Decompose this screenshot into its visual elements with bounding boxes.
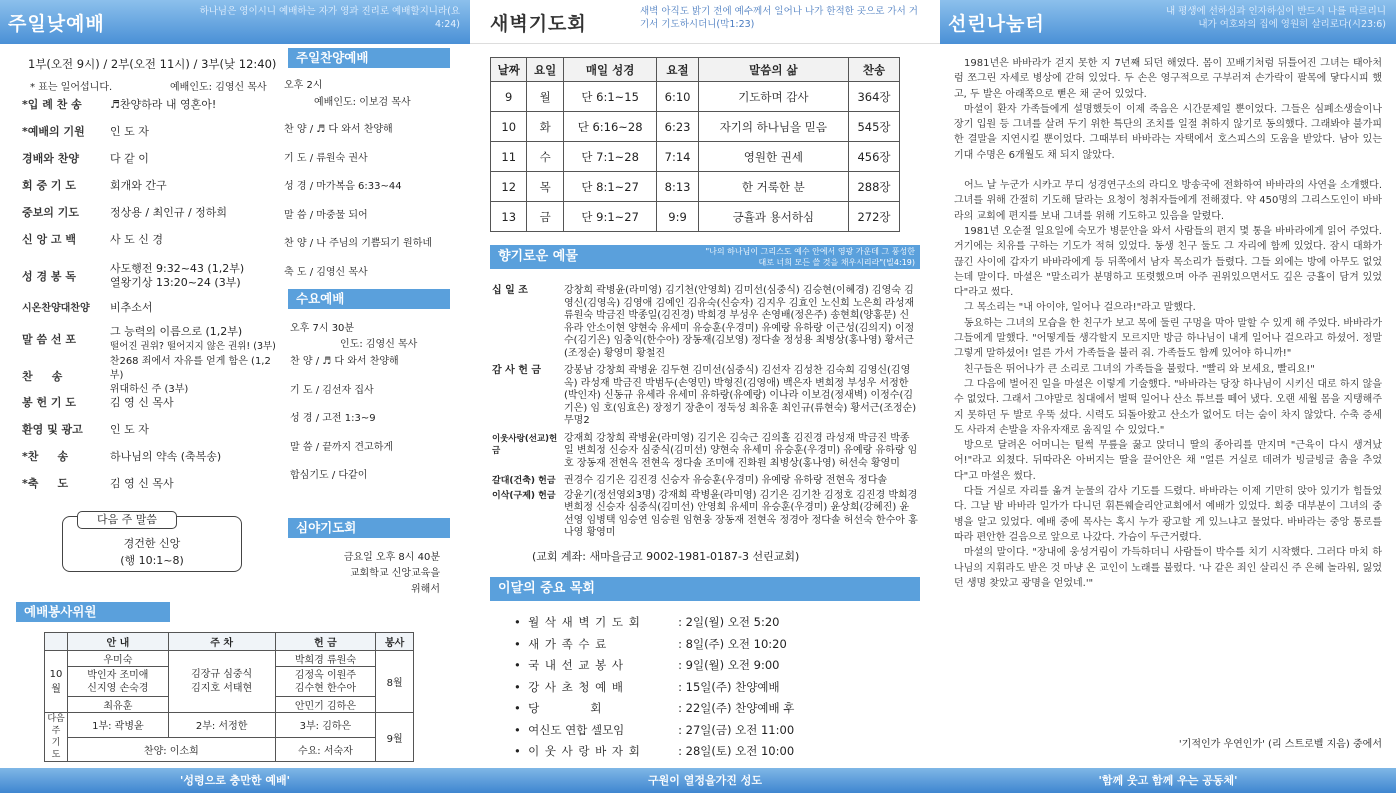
table-row: 10 화 단 6:16~28 6:23 자기의 하나님을 믿음 545장 — [491, 112, 900, 142]
order-item: 환영 및 광고 인 도 자 — [22, 423, 149, 436]
sharing-verse: 내 평생에 선하심과 인자하심이 반드시 나를 따르리니 내가 여호와의 집에 영원히 살리로다(시23:6) — [1165, 6, 1386, 30]
list-item: 찬 양 / ♬ 다 와서 찬양해 — [290, 356, 399, 367]
wednesday-list — [290, 348, 399, 491]
order-item: 찬 송 찬268 죄에서 자유를 얻게 함은 (1,2부) 위대하신 주 (3부) — [22, 356, 271, 395]
footer-right: '함께 웃고 함께 우는 공동체' — [940, 768, 1396, 793]
sharing-header — [940, 0, 1396, 44]
list-item: • 월 삭 새 벽 기 도 회 : 2일(월) 오전 5:20 — [514, 615, 780, 629]
order-item: 경배와 찬양 다 같 이 — [22, 152, 149, 165]
order-item: 회 중 기 도 회개와 간구 — [22, 179, 167, 192]
order-item: *예배의 기원 인 도 자 — [22, 125, 149, 138]
table-row: 12 목 단 8:1~27 8:13 한 거룩한 분 288장 — [491, 172, 900, 202]
next-week-title: 다음 주 말씀 — [77, 511, 177, 529]
night-prayer-title: 심야기도회 — [288, 518, 450, 538]
dawn-prayer-column — [470, 0, 940, 793]
next-week-text: 경건한 신앙 — [123, 537, 181, 550]
story-paragraph: 1981년은 바바라가 걷지 못한 지 7년째 되던 해였다. 몸이 꼬배기처럼 뒤틀어진 그녀는 태아처럼 쪼그린 자세로 병상에 갇혀 있었다. 두 손은 영구적으로 구부러져 손가락이 팔목에 닿다시피 했고, 두 발은 아래쪽으로 뻗은 채 굳어 있었다. — [954, 58, 1382, 100]
service-times: 1부(오전 9시) / 2부(오전 11시) / 3부(낮 12:40) — [28, 57, 277, 71]
list-item: 이웃사랑(선교)헌금 강재희 강창희 곽병윤(라미영) 김기은 김숙근 김의홀 김진경 라성재 박금진 박종일 변희정 신승자 심중식(김미선) 양현숙 유세미 유승훈(우경미) 유예랑 유하랑 임 호 장동재 전현옥 전현옥 정다솔 조미애 진화원 최병상(홍나영) 허선숙 황영미 — [492, 432, 918, 469]
list-item: 갈대(건축) 헌금 권경수 김기은 김진경 신승자 유승훈(우경미) 유예랑 유하랑 전현옥 정다솔 — [492, 475, 888, 486]
list-item: 찬 양 / 나 주님의 기쁨되기 원하네 — [284, 238, 433, 249]
offering-list — [490, 284, 920, 541]
story-paragraph: 친구들은 뛰어나가 큰 소리로 그녀의 가족들을 불렀다. "빨리 와 보세요, 빨리요!" — [964, 363, 1315, 375]
list-item: 합심기도 / 다같이 — [290, 470, 368, 481]
sunday-praise-time: 오후 2시 — [284, 80, 323, 91]
sunday-praise-leader: 예배인도: 이보검 목사 — [314, 97, 411, 108]
list-item: 성 경 / 고전 1:3~9 — [290, 413, 376, 424]
order-item: 봉 헌 기 도 김 영 신 목사 — [22, 396, 174, 409]
night-prayer-info: 금요일 오후 8시 40분 교회학교 신앙교육을 위해서 — [343, 552, 440, 595]
story-paragraph: 1981년 오순절 일요일에 숙모가 병문안을 와서 사람들의 편지 몇 통을 바바라에게 읽어 주었다. 거기에는 치유를 구하는 기도가 적혀 있었다. 동생 친구 둘도 그 자리에 함께 있었다. 잠시 대화가 끊긴 사이에 갑자기 바바라에게 등 뒤쪽에서 남자 목소리가 들렸다. 그들 외에는 방에 아무도 없었는데 말이다. 마셜은 "말소리가 분명하고 또렷했으며 아주 권위있으면서도 깊은 긍휼이 담겨 있었다"라고 썼다. — [954, 225, 1382, 299]
story-paragraph: 그 다음에 벌어진 일을 마셜은 이렇게 기술했다. "바바라는 당장 하나님이 시키신 대로 하지 않을 수 없었다. 그래서 그야말로 침대에서 벌떡 일어나 산소 튜브를 떼어 냈다. 오랜 세월 몸을 지탱해주지 못하던 두 발로 우뚝 섰다. 시력도 되돌아왔고 산소가 없어도 더는 숨이 차지 않았다. 수축 증세도 사라져 손발을 자유자재로 움직일 수 있었다." — [954, 378, 1382, 436]
list-item: 찬 양 / ♬ 다 와서 찬양해 — [284, 124, 393, 135]
sharing-title: 선린나눔터 — [948, 13, 1045, 35]
committee-table: 안 내 주 차 헌 금 봉사 10월 우미숙 김장규 심중식 김지호 서태현 박희경 류원숙 8월 박인자 조미애 신지영 손숙경 김정옥 이원주 김수현 한수아 최유훈 안민기 김하은 다음주 기 도 1부: 곽병윤 2부: 서정한 3부: 김하은 9월 찬양: 이소희 수요: 서숙자 — [44, 632, 414, 762]
order-item: *찬 송 하나님의 약속 (축복송) — [22, 450, 222, 463]
offering-verse: "나의 하나님이 그리스도 예수 안에서 영광 가운데 그 풍성한 대로 너희 모든 쓸 것을 채우시리라"(빌4:19) — [705, 247, 915, 267]
worship-leader: 예배인도: 김영신 목사 — [170, 82, 267, 93]
sharing-column — [940, 0, 1396, 793]
list-item: 기 도 / 류원숙 권사 — [284, 152, 368, 164]
story-paragraph: 그 목소리는 "내 아이야, 일어나 걸으라!"라고 말했다. — [964, 302, 1196, 314]
list-item: • 당 회 : 22일(주) 찬양예배 후 — [514, 701, 795, 715]
story-spacer — [954, 163, 1382, 178]
list-item: 축 도 / 김영신 목사 — [284, 266, 368, 278]
story-paragraph: 동요하는 그녀의 모습을 한 친구가 보고 목에 둘린 구멍을 막아 말할 수 있게 해 주었다. 바바라가 그들에게 말했다. "어떻게들 생각할지 모르지만 방금 하나님이 내게 일어나 걸으라고 하셨어. 정말 그렇게 말하셨어! 얼른 가서 가족들을 불러 줘. 가족들도 함께 있어야 하니까!" — [954, 317, 1382, 360]
offering-title: 향기로운 예물 — [490, 245, 920, 269]
dawn-prayer-title: 새벽기도회 — [490, 13, 587, 35]
list-item: • 국 내 선 교 봉 사 : 9일(월) 오전 9:00 — [514, 658, 780, 672]
page-title: 주일낮예배 — [8, 13, 105, 35]
table-row: 11 수 단 7:1~28 7:14 영원한 권세 456장 — [491, 142, 900, 172]
story-paragraph: 마셜이 환자 가족들에게 설명했듯이 이제 죽음은 시간문제일 뿐이었다. 그들은 심폐소생술이나 장기 입원 등 그녀를 살려 두기 위한 특단의 조치를 일절 취하지 않기로 동의했다. 그래봐야 불가피한 결말을 지연시킬 뿐이었다. 그때부터 바바라는 자택에서 호스피스의 도움을 받았다. 남아 있는 기대 수명은 6개월도 채 되지 않았다. — [954, 103, 1382, 161]
order-item: 말 씀 선 포 그 능력의 이름으로 (1,2부) 떨어진 권위? 떨어지지 않은 권위! (3부) — [22, 324, 276, 352]
list-item: • 강 사 초 청 예 배 : 15일(주) 찬양예배 — [514, 679, 780, 694]
account-info: (교회 계좌: 새마을금고 9002-1981-0187-3 선린교회) — [532, 550, 800, 563]
wednesday-leader: 인도: 김영신 목사 — [340, 339, 418, 350]
list-item: 감 사 헌 금 강봉남 강창희 곽병윤 김두현 김미선(심중식) 김선자 김성찬 김숙희 김영신(김영옥) 라성재 박금진 박범두(손영민) 박형진(김영애) 백은자 변희정 부성우 서정한(박인자) 신동규 유세라 유세미 유하랑(유예랑) 이나라 이보검(정새벽) 이정수(김기은) 임 호(임효은) 장정기 장춘이 정둑성 최유훈 최인규(류현숙) 황서근(조정순) 무명2 — [492, 365, 917, 426]
next-week-ref: (행 10:1~8) — [120, 554, 184, 567]
dawn-verse: 새벽 아직도 밝기 전에 예수께서 일어나 나가 한적한 곳으로 가서 거기서 기도하시더니(막1:23) — [640, 6, 918, 30]
events-list — [514, 612, 794, 763]
footer-center: 구원이 열정을가진 성도 — [470, 768, 940, 793]
table-row: 9 월 단 6:1~15 6:10 기도하며 감사 364장 — [491, 82, 900, 112]
list-item: 말 씀 / 마중물 되어 — [284, 209, 368, 221]
order-item: 신 앙 고 백 사 도 신 경 — [22, 233, 163, 246]
footer-left: '성령으로 충만한 예배' — [0, 768, 470, 793]
next-week-box — [62, 513, 242, 572]
story-body — [954, 56, 1382, 591]
list-item: 기 도 / 김선자 집사 — [290, 384, 374, 396]
sunday-praise-title: 주일찬양예배 — [288, 48, 450, 68]
list-item: • 이 웃 사 랑 바 자 회 : 28일(토) 오전 10:00 — [514, 744, 795, 758]
story-paragraph: 다들 거실로 자리를 옮겨 눈물의 감사 기도를 드렸다. 바바라는 이제 기만히 앉아 있기가 힘들었다. 그날 밤 바바라 일가가 다니던 휘튼웨슬리안교회에서 예배가 있었다. 회중 대부분이 그녀의 중병을 알고 있었다. 예배 중에 목사는 혹시 누가 광고할 게 있느냐고 물었다. 바바라는 중앙 통로를 따라 편안한 걸음으로 앞으로 나갔다. 가슴이 두근거렸다. — [954, 486, 1382, 543]
order-item: *축 도 김 영 신 목사 — [22, 477, 174, 490]
story-source: '기적인가 우연인가' (리 스트로벨 지음) 중에서 — [1178, 739, 1382, 750]
list-item: • 새 가 족 수 료 : 8일(주) 오전 10:20 — [514, 636, 787, 651]
list-item: 말 씀 / 끝까지 견고하게 — [290, 441, 394, 453]
events-title: 이달의 중요 목회 — [490, 577, 920, 601]
sunday-worship-header — [0, 0, 470, 44]
dawn-prayer-header — [470, 0, 940, 44]
wednesday-time: 오후 7시 30분 — [290, 323, 355, 334]
list-item: 이삭(구제) 헌금 강윤기(정선영외3명) 강재희 곽병윤(라미영) 김기은 김기찬 김정호 김진경 박희경 변희정 신승자 심중식(김미선) 안영희 유세미 유승훈(우경미) 윤상희(강혜진) 윤선영 임병택 임승연 임승원 임현웅 장동재 전현옥 정경아 정다솔 허선숙 한수아 홍나영 황영미 — [492, 489, 918, 538]
table-row: 13 금 단 9:1~27 9:9 긍휼과 용서하심 272장 — [491, 202, 900, 232]
header-verse: 하나님은 영이시니 예배하는 자가 영과 진리로 예배할지니라(요 4:24) — [199, 6, 460, 30]
committee-title: 예배봉사위원 — [16, 602, 170, 622]
order-item: 중보의 기도 정상용 / 최인규 / 정하희 — [22, 206, 228, 219]
order-item: 시온찬양대찬양 비추소서 — [22, 300, 153, 314]
standing-note: * 표는 일어섭니다. — [30, 82, 113, 93]
story-paragraph: 방으로 달려온 어머니는 털썩 무릎을 꿇고 앉더니 딸의 종아리를 만지며 "근육이 다시 생겨났어!"라고 외쳤다. 뒤따라온 아버지는 딸을 끌어안은 채 "얼른 거실로 데려가 빙글빙글 춤을 추었다"고 마셜은 썼다. — [954, 440, 1382, 482]
worship-column — [0, 0, 470, 793]
sunday-praise-list — [284, 116, 432, 287]
story-paragraph: 어느 날 누군가 시카고 무디 성경연구소의 라디오 방송국에 전화하여 바바라의 사연을 소개했다. 그녀를 위해 간절히 기도해 달라는 요청이 청취자들에게 전해졌다. 약 450명의 그리스도인이 바바라의 교회에 편지를 보내 그녀를 위해 기도하고 있음을 알렸다. — [954, 180, 1382, 222]
wednesday-title: 수요예배 — [288, 289, 450, 309]
story-paragraph: 마셜의 말이다. "장내에 웅성거림이 가득하더니 사람들이 박수를 치기 시작했다. 그러다 마치 하나님의 지휘라도 받은 것 마냥 온 교인이 노래를 불렀다. '나 같은 죄인 살리신 주 은혜 놀라워, 잃었던 생명 찾았고 광명을 얻었네.'" — [954, 547, 1382, 589]
order-of-worship — [22, 96, 284, 502]
list-item: 성 경 / 마가복음 6:33~44 — [284, 181, 402, 192]
list-item: 십 일 조 강창희 곽병윤(라미영) 김기천(안영희) 김미선(심중식) 김승현(이혜경) 김영숙 김영신(김영옥) 김영애 김예인 김유숙(신승자) 김지우 김효인 노신희 노은희 라성재 류원숙 박금진 박종일(김진경) 박희경 부성우 손영배(정은주) 송현희(양홍문) 신유라 안소이현 양현숙 유세미 유승훈(우경미) 유예랑 유하랑 이근성(김의지) 이정수(김기은) 임충익(한수아) 장동재(김보영) 정다솔 정성용 최병상(홍나영) 황서근(조정순) 황영미 황철진 — [492, 285, 915, 359]
dawn-schedule-table: 날짜 요일 매일 성경 요절 말씀의 삶 찬송 9 월 단 6:1~15 6:10 기도하며 감사 364장 10 화 단 6:16~28 6:23 자기의 하나님을 믿음 545장 11 수 단 7:1~28 7:14 영원한 권세 456장 12 목 단 8:1~27 8:13 한 거룩한 분 288장 13 금 단 9:1~27 9:9 긍휼과 용서하심 272장 — [490, 57, 900, 232]
order-item: *입 례 찬 송 ♬찬양하라 내 영혼아! — [22, 98, 217, 111]
order-item: 성 경 봉 독 사도행전 9:32~43 (1,2부) 열왕기상 13:20~24 (3부) — [22, 261, 245, 289]
list-item: • 여신도 연합 셀모임 : 27일(금) 오전 11:00 — [514, 722, 795, 737]
